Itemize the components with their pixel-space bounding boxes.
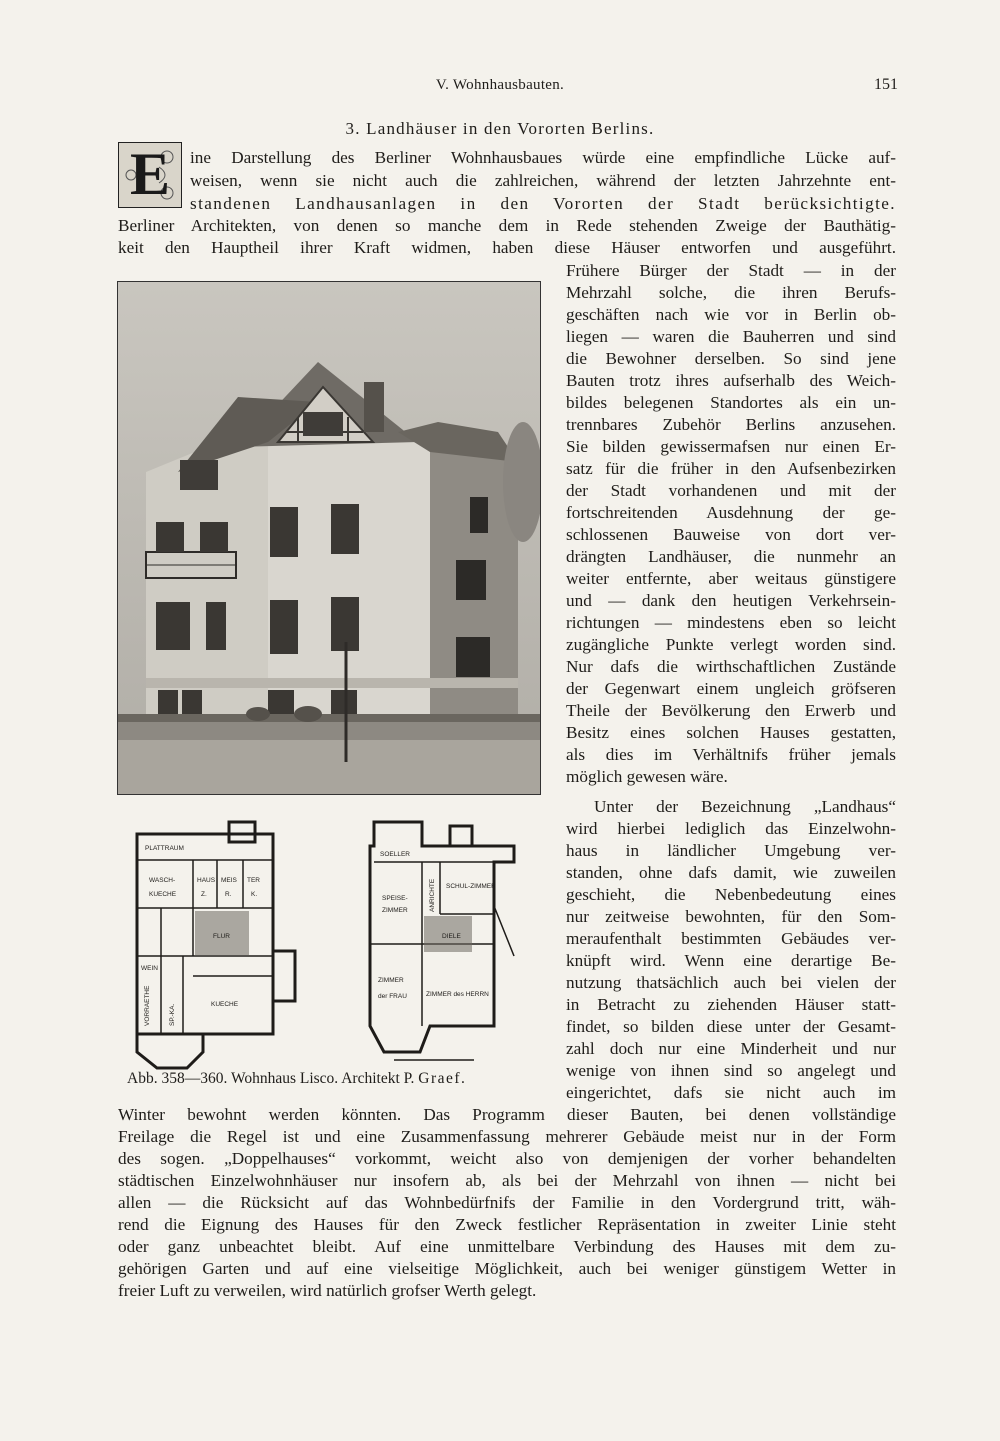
text-line: geschäften nach wie vor in Berlin ob- (566, 305, 896, 324)
text-line: drängten Landhäuser, die nunmehr an (566, 547, 896, 566)
figure-architect-name: Graef. (418, 1070, 467, 1087)
text-line: geschieht, die Nebenbedeutung eines (566, 885, 896, 904)
text-line: Frühere Bürger der Stadt — in der (566, 261, 896, 280)
text-line: zahl doch nur eine Minderheit und nur (566, 1039, 896, 1058)
page-number: 151 (874, 76, 898, 93)
text-line: Berliner Architekten, von denen so manche dem in Rede stehenden Zweige der Bauthätig- (118, 216, 896, 235)
room-label: TER (247, 877, 260, 884)
text-line: liegen — waren die Bauherren und sind (566, 327, 896, 346)
text-line: keit den Hauptheil ihrer Kraft widmen, haben diese Häuser entworfen und ausgeführt. (118, 238, 896, 257)
text-line: wird hierbei lediglich das Einzelwohn- (566, 819, 896, 838)
text-line: und — dank den heutigen Verkehrsein- (566, 591, 896, 610)
text-line: Besitz eines solchen Hauses gestatten, (566, 723, 896, 742)
text-line: trennbares Zubehör Berlins anzusehen. (566, 415, 896, 434)
room-label: HAUS (197, 877, 216, 884)
text-line: möglich gewesen wäre. (566, 767, 728, 786)
text-line: Theile der Bevölkerung den Erwerb und (566, 701, 896, 720)
room-label: Z. (201, 891, 207, 898)
text-line: bildes belegenen Standortes als ein un- (566, 393, 896, 412)
floor-plan-ground (364, 816, 532, 1072)
text-line: knüpft wird. Wenn eine derartige Be- (566, 951, 896, 970)
text-line: Nur dafs die wirthschaftlichen Zustände (566, 657, 896, 676)
text-line: Freilage die Regel ist und eine Zusammenfassung mehrerer Gebäude meist nur in der Form (118, 1127, 896, 1146)
text-line: zugängliche Punkte verlegt worden sind. (566, 635, 896, 654)
text-line: Unter der Bezeichnung „Landhaus“ (594, 797, 896, 816)
ornamental-initial (118, 142, 182, 208)
room-label: KUECHE (149, 891, 177, 898)
text-line: fortschreitenden Ausdehnung der ge- (566, 503, 896, 522)
room-label: ZIMMER des HERRN (426, 991, 489, 998)
text-line: weisen, wenn sie nicht auch die zahlreichen, während der letzten Jahrzehnte ent- (190, 171, 896, 190)
villa-photograph (117, 281, 541, 795)
text-line: allen — die Rücksicht auf das Wohnbedürfnifs der Familie in den Vordergrund tritt, wäh- (118, 1193, 896, 1212)
text-line: ine Darstellung des Berliner Wohnhausbaues würde eine empfindliche Lücke auf- (190, 148, 896, 167)
running-header: V. Wohnhausbauten. (435, 77, 565, 93)
room-label: ZIMMER (378, 977, 404, 984)
room-label: R. (225, 891, 232, 898)
text-line: richtungen — mindestens eben so leicht (566, 613, 896, 632)
text-line: standen, ohne dafs damit, wie zuweilen (566, 863, 896, 882)
text-line: Winter bewohnt werden könnten. Das Programm dieser Bauten, bei denen vollständige (118, 1105, 896, 1124)
figure-caption (127, 1070, 466, 1088)
room-label: VORRAETHE (144, 985, 151, 1026)
text-line: haus in ländlicher Umgebung ver- (566, 841, 896, 860)
text-line: der Stadt vorhandenen und mit der (566, 481, 896, 500)
text-line: wenige von ihnen sind so angelegt und (566, 1061, 896, 1080)
text-line: Mehrzahl solche, die ihren Berufs- (566, 283, 896, 302)
room-label: ZIMMER (382, 907, 408, 914)
room-label: WEIN (141, 965, 158, 972)
text-line: in Betracht zu ziehenden Häuser statt- (566, 995, 896, 1014)
text-line: meraufenthalt bestimmten Gebäudes ver- (566, 929, 896, 948)
dropcap-letter: E (129, 141, 171, 207)
text-line: rend die Eignung des Hauses für den Zweck festlicher Repräsentation in zweiter Linie steht (118, 1215, 896, 1234)
text-line: nur zeitweise bewohnten, für den Som- (566, 907, 896, 926)
floor-plan-drawing-icon (364, 816, 532, 1072)
floor-plan-drawing-icon (131, 816, 303, 1072)
room-label: DIELE (442, 933, 461, 940)
room-label: ANRICHTE (429, 878, 436, 912)
text-line: findet, so bilden diese unter der Gesamt- (566, 1017, 896, 1036)
text-line: freier Luft zu verweilen, wird natürlich grofser Werth gelegt. (118, 1281, 537, 1300)
room-label: SPEISE- (382, 895, 408, 902)
text-line: Sie bilden gewissermafsen nur einen Er- (566, 437, 896, 456)
section-title: 3. Landhäuser in den Vororten Berlins. (345, 119, 655, 138)
text-line: satz für die früher in den Aufsenbezirken (566, 459, 896, 478)
text-line: Bauten trotz ihres aufserhalb des Weich- (566, 371, 896, 390)
figure-title: Wohnhaus Lisco. (230, 1070, 339, 1087)
text-line: oder ganz unbeachtet bleibt. Auf eine unmittelbare Verbindung des Hauses mit dem zu- (118, 1237, 896, 1256)
room-label: K. (251, 891, 258, 898)
text-line: weiter entfernte, aber weitaus günstigere (566, 569, 896, 588)
room-label: FLUR (213, 933, 230, 940)
room-label: WASCH- (149, 877, 176, 884)
room-label: MEIS (221, 877, 237, 884)
room-label: der FRAU (378, 993, 407, 1000)
figure-number: Abb. 358—360. (127, 1070, 228, 1087)
room-label: PLATTRAUM (145, 845, 184, 852)
floor-plan-basement (131, 816, 303, 1072)
room-label: SOELLER (380, 851, 410, 858)
figure-architect-prefix: Architekt P. (341, 1070, 415, 1087)
room-label: KUECHE (211, 1001, 239, 1008)
text-line: nutzung thatsächlich auch bei vielen der (566, 973, 896, 992)
text-line: als dies im Verhältnifs früher jemals (566, 745, 896, 764)
text-line: die Bewohner derselben. So sind jene (566, 349, 896, 368)
text-line: städtischen Einzelwohnhäuser nur insofern ab, als bei der Mehrzahl von ihnen — nicht bei (118, 1171, 896, 1190)
text-line: eingerichtet, dafs sie nicht auch im (566, 1083, 896, 1102)
text-line: der Gegenwart einem ungleich gröfseren (566, 679, 896, 698)
text-line: gehörigen Garten und auf eine vielseitige Möglichkeit, auch bei weniger günstigem Wetter in (118, 1259, 896, 1278)
text-line: standenen Landhausanlagen in den Vororten der Stadt berücksichtigte. (190, 194, 896, 213)
text-line: schlossenen Bauweise von dort ver- (566, 525, 896, 544)
room-label: SCHUL-ZIMMER (446, 883, 496, 890)
room-label: SP.-KA. (169, 1003, 176, 1026)
text-line: des sogen. „Doppelhauses“ vorkommt, weicht also von demjenigen der vorher behandelten (118, 1149, 896, 1168)
house-illustration-icon (118, 282, 540, 794)
